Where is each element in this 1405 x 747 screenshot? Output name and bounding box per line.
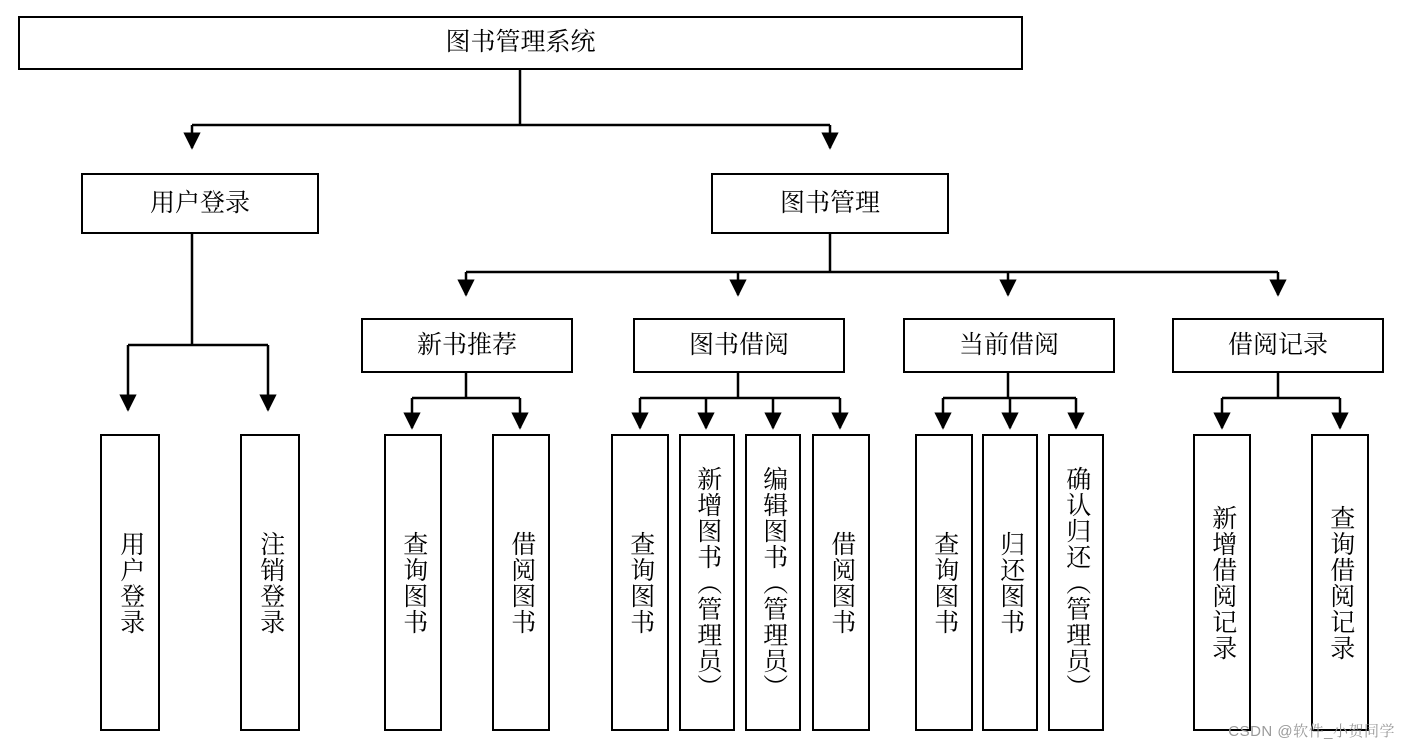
node-borrow-record[interactable] <box>1172 318 1384 373</box>
node-leaf-query-book-1[interactable] <box>384 434 442 731</box>
node-leaf-add-book-label: 新增图书（管理员） <box>693 465 722 700</box>
node-book-borrow[interactable] <box>633 318 845 373</box>
watermark: CSDN @软件_小贺同学 <box>1228 723 1395 740</box>
node-book-borrow-label: 图书借阅 <box>688 330 789 359</box>
node-root[interactable] <box>18 16 1023 70</box>
node-leaf-query-book-2-label: 查询图书 <box>626 530 655 635</box>
node-leaf-query-book-2[interactable] <box>611 434 669 731</box>
node-leaf-edit-book-label: 编辑图书（管理员） <box>759 465 788 700</box>
node-current-borrow[interactable] <box>903 318 1115 373</box>
node-leaf-query-book-1-label: 查询图书 <box>399 530 428 635</box>
node-leaf-borrow-book-2[interactable] <box>812 434 870 731</box>
node-leaf-edit-book[interactable] <box>745 434 801 731</box>
node-leaf-add-record[interactable] <box>1193 434 1251 731</box>
node-root-label: 图书管理系统 <box>445 28 596 57</box>
node-leaf-user-login-label: 用户登录 <box>116 530 145 635</box>
node-borrow-record-label: 借阅记录 <box>1227 330 1328 359</box>
node-leaf-borrow-book-2-label: 借阅图书 <box>827 530 856 635</box>
node-leaf-return-book-label: 归还图书 <box>996 530 1025 635</box>
node-new-book-recommend[interactable] <box>361 318 573 373</box>
node-book-manage-label: 图书管理 <box>779 188 880 217</box>
node-book-manage[interactable] <box>711 173 949 234</box>
node-leaf-query-record[interactable] <box>1311 434 1369 731</box>
node-leaf-return-book[interactable] <box>982 434 1038 731</box>
node-leaf-user-login[interactable] <box>100 434 160 731</box>
node-current-borrow-label: 当前借阅 <box>958 330 1059 359</box>
node-leaf-confirm-return-label: 确认归还（管理员） <box>1062 465 1091 700</box>
node-leaf-borrow-book-1-label: 借阅图书 <box>507 530 536 635</box>
node-new-book-recommend-label: 新书推荐 <box>416 330 517 359</box>
node-leaf-query-book-3[interactable] <box>915 434 973 731</box>
node-leaf-confirm-return[interactable] <box>1048 434 1104 731</box>
node-leaf-logout-label: 注销登录 <box>256 530 285 635</box>
node-leaf-logout[interactable] <box>240 434 300 731</box>
node-user-login-label: 用户登录 <box>149 188 250 217</box>
node-leaf-add-record-label: 新增借阅记录 <box>1208 504 1237 661</box>
node-user-login[interactable] <box>81 173 319 234</box>
node-leaf-query-book-3-label: 查询图书 <box>930 530 959 635</box>
node-leaf-query-record-label: 查询借阅记录 <box>1326 504 1355 661</box>
node-leaf-borrow-book-1[interactable] <box>492 434 550 731</box>
node-leaf-add-book[interactable] <box>679 434 735 731</box>
